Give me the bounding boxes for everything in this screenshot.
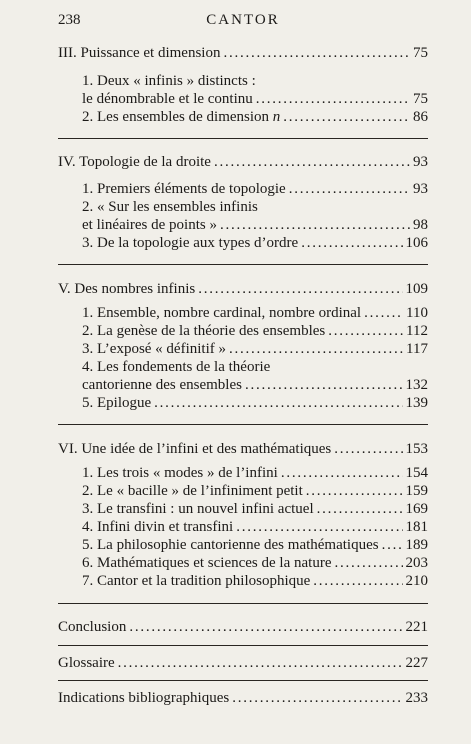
toc-bibliographie: Indications bibliographiques . . . 233 [58, 689, 428, 707]
toc-section-vi-4: 4. Infini divin et transfini . . . 181 [82, 518, 428, 536]
toc-chapter-iv: IV. Topologie de la droite . . . 93 [58, 153, 428, 171]
toc-section-iii-1: le dénombrable et le continu . . . 75 [82, 90, 428, 108]
toc-section-v-3: 3. L’exposé « définitif » . . . 117 [82, 340, 428, 358]
toc-section-v-2: 2. La genèse de la théorie des ensembles . . . 112 [82, 322, 428, 340]
page-number: 238 [58, 12, 81, 28]
toc-section-iii-2: 2. Les ensembles de dimension n . . . 86 [82, 108, 428, 126]
section-divider [58, 680, 428, 681]
page-header [58, 12, 428, 34]
toc-section-v-1: 1. Ensemble, nombre cardinal, nombre ordinal . . . 110 [82, 304, 428, 322]
toc-glossaire: Glossaire . . . 227 [58, 654, 428, 672]
section-divider [58, 603, 428, 604]
section-divider [58, 424, 428, 425]
toc-section-iii-1-line1: 1. Deux « infinis » distincts : [82, 73, 256, 89]
toc-section-vi-7: 7. Cantor et la tradition philosophique . . . 210 [82, 572, 428, 590]
toc-section-vi-3: 3. Le transfini : un nouvel infini actuel . . . 169 [82, 500, 428, 518]
toc-section-iv-3: 3. De la topologie aux types d’ordre . . . 106 [82, 234, 428, 252]
toc-chapter-v: V. Des nombres infinis . . . 109 [58, 280, 428, 298]
toc-section-iv-2-line1: 2. « Sur les ensembles infinis [82, 199, 258, 215]
toc-section-v-4-line1: 4. Les fondements de la théorie [82, 359, 271, 375]
toc-section-vi-6: 6. Mathématiques et sciences de la nature . . . 203 [82, 554, 428, 572]
toc-section-v-5: 5. Epilogue . . . 139 [82, 394, 428, 412]
section-divider [58, 264, 428, 265]
running-title: CANTOR [206, 12, 280, 28]
toc-section-v-4: cantorienne des ensembles . . . 132 [82, 376, 428, 394]
toc-conclusion: Conclusion . . . 221 [58, 618, 428, 636]
toc-section-iv-2: et linéaires de points » . . . 98 [82, 216, 428, 234]
toc-chapter-vi: VI. Une idée de l’infini et des mathématiques . . . 153 [58, 440, 428, 458]
toc-section-iv-1: 1. Premiers éléments de topologie . . . 93 [82, 180, 428, 198]
toc-section-vi-5: 5. La philosophie cantorienne des mathématiques . . . 189 [82, 536, 428, 554]
section-divider [58, 645, 428, 646]
section-divider [58, 138, 428, 139]
toc-chapter-iii: III. Puissance et dimension . . . 75 [58, 44, 428, 62]
toc-section-vi-2: 2. Le « bacille » de l’infiniment petit . . . 159 [82, 482, 428, 500]
toc-section-vi-1: 1. Les trois « modes » de l’infini . . . 154 [82, 464, 428, 482]
